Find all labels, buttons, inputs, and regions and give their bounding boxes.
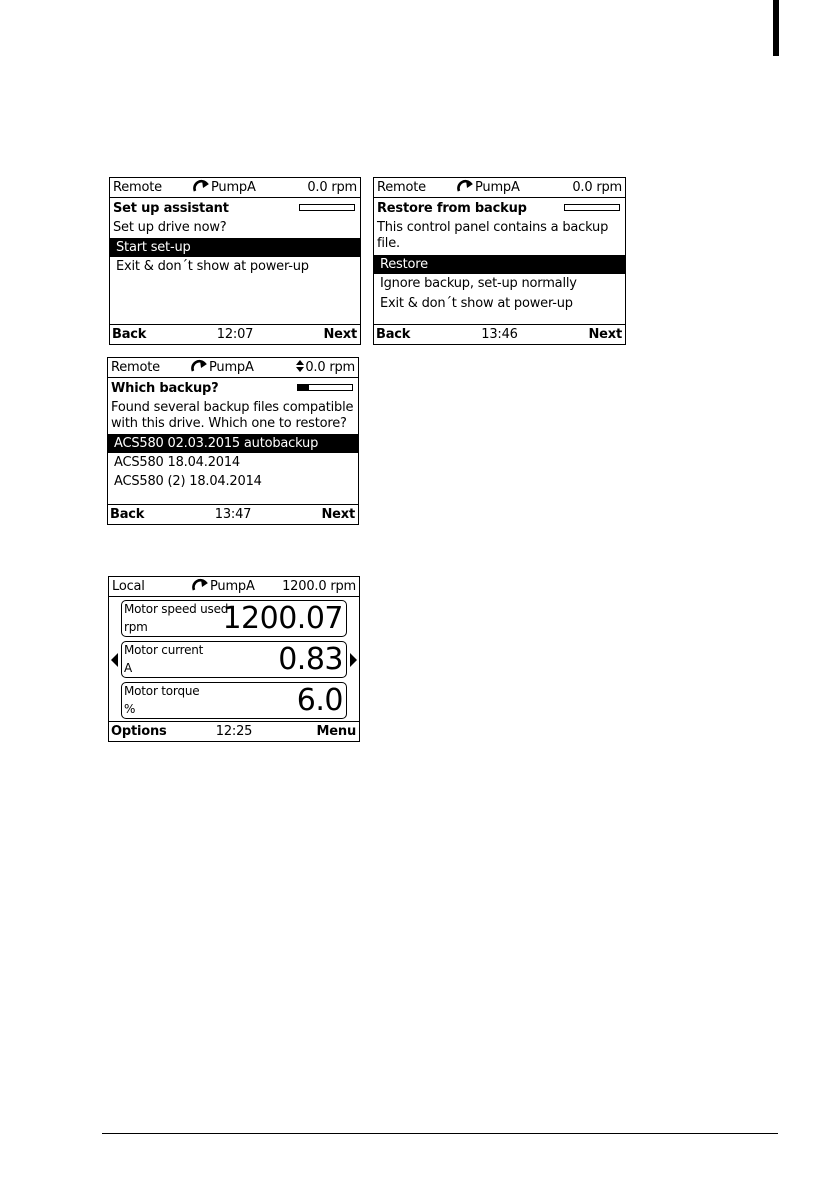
panel-screen-restore-from-backup xyxy=(373,177,626,345)
status-bar xyxy=(109,577,359,597)
drive-name: PumpA xyxy=(190,358,254,377)
speed-reference: 1200.0 rpm xyxy=(282,579,356,594)
panel-screen-setup-assistant xyxy=(109,177,361,345)
menu-item-restore[interactable]: Restore xyxy=(374,255,625,274)
back-softkey[interactable]: Back xyxy=(110,507,145,522)
drive-name: PumpA xyxy=(192,178,256,197)
signal-motor-speed[interactable] xyxy=(121,600,347,637)
menu-item-start-setup[interactable]: Start set-up xyxy=(110,238,360,257)
speed-reference: 0.0 rpm xyxy=(307,180,357,195)
panel-screen-which-backup xyxy=(107,357,359,525)
signal-motor-current[interactable] xyxy=(121,641,347,678)
signal-unit: rpm xyxy=(124,620,148,634)
signal-unit: % xyxy=(124,702,136,716)
drive-name: PumpA xyxy=(456,178,520,197)
progress-bar xyxy=(299,204,355,211)
backup-option-autobackup[interactable]: ACS580 02.03.2015 autobackup xyxy=(108,434,358,453)
backup-option-2-2014[interactable]: ACS580 (2) 18.04.2014 xyxy=(114,474,262,489)
menu-softkey[interactable]: Menu xyxy=(316,724,356,739)
control-mode: Remote xyxy=(377,180,426,195)
prompt-text xyxy=(108,400,358,432)
drive-name: PumpA xyxy=(191,577,255,596)
rotation-direction-icon xyxy=(190,359,208,372)
backup-option-2014[interactable]: ACS580 18.04.2014 xyxy=(114,455,240,470)
back-softkey[interactable]: Back xyxy=(376,327,411,342)
prompt-line-1: Found several backup files compatible xyxy=(111,400,354,415)
progress-bar xyxy=(564,204,620,211)
page-edge-mark xyxy=(773,0,779,56)
control-mode: Remote xyxy=(111,360,160,375)
prompt-line-1: This control panel contains a backup xyxy=(377,220,609,235)
clock: 12:07 xyxy=(216,327,254,342)
prompt-text: Set up drive now? xyxy=(113,220,227,235)
next-softkey[interactable]: Next xyxy=(321,507,355,522)
options-softkey[interactable]: Options xyxy=(111,724,167,739)
prompt-line-2: with this drive. Which one to restore? xyxy=(111,416,347,431)
signal-name: Motor speed used xyxy=(124,602,229,616)
rotation-direction-icon xyxy=(192,179,210,192)
progress-fill xyxy=(298,385,309,390)
footer-rule xyxy=(102,1133,778,1134)
panel-screen-home-view xyxy=(108,576,360,742)
prompt-text xyxy=(374,220,625,252)
signal-value: 0.83 xyxy=(278,642,343,677)
status-bar xyxy=(374,178,625,198)
progress-bar xyxy=(297,384,353,391)
left-arrow-icon[interactable] xyxy=(111,653,118,667)
page-title: Restore from backup xyxy=(377,201,527,216)
signal-unit: A xyxy=(124,661,133,675)
menu-item-exit[interactable]: Exit & don´t show at power-up xyxy=(380,296,573,311)
softkey-bar xyxy=(109,721,359,741)
speed-reference: 0.0 rpm xyxy=(296,358,355,377)
status-bar xyxy=(108,358,358,378)
signal-value: 1200.07 xyxy=(222,601,343,636)
right-arrow-icon[interactable] xyxy=(350,653,357,667)
speed-reference: 0.0 rpm xyxy=(572,180,622,195)
status-bar xyxy=(110,178,360,198)
page-title: Set up assistant xyxy=(113,201,229,216)
control-mode: Local xyxy=(112,579,145,594)
next-softkey[interactable]: Next xyxy=(323,327,357,342)
page-title: Which backup? xyxy=(111,381,219,396)
menu-item-ignore-backup[interactable]: Ignore backup, set-up normally xyxy=(380,276,577,291)
back-softkey[interactable]: Back xyxy=(112,327,147,342)
clock: 13:47 xyxy=(214,507,252,522)
softkey-bar xyxy=(374,324,625,344)
next-softkey[interactable]: Next xyxy=(588,327,622,342)
clock: 12:25 xyxy=(215,724,253,739)
menu-item-exit[interactable]: Exit & don´t show at power-up xyxy=(116,259,309,274)
rotation-direction-icon xyxy=(456,179,474,192)
up-down-arrow-icon xyxy=(296,360,304,372)
signal-value: 6.0 xyxy=(296,683,343,718)
signal-name: Motor current xyxy=(124,643,204,657)
prompt-line-2: file. xyxy=(377,236,400,251)
signal-motor-torque[interactable] xyxy=(121,682,347,719)
softkey-bar xyxy=(110,324,360,344)
signal-name: Motor torque xyxy=(124,684,200,698)
softkey-bar xyxy=(108,504,358,524)
rotation-direction-icon xyxy=(191,578,209,591)
control-mode: Remote xyxy=(113,180,162,195)
clock: 13:46 xyxy=(481,327,518,342)
